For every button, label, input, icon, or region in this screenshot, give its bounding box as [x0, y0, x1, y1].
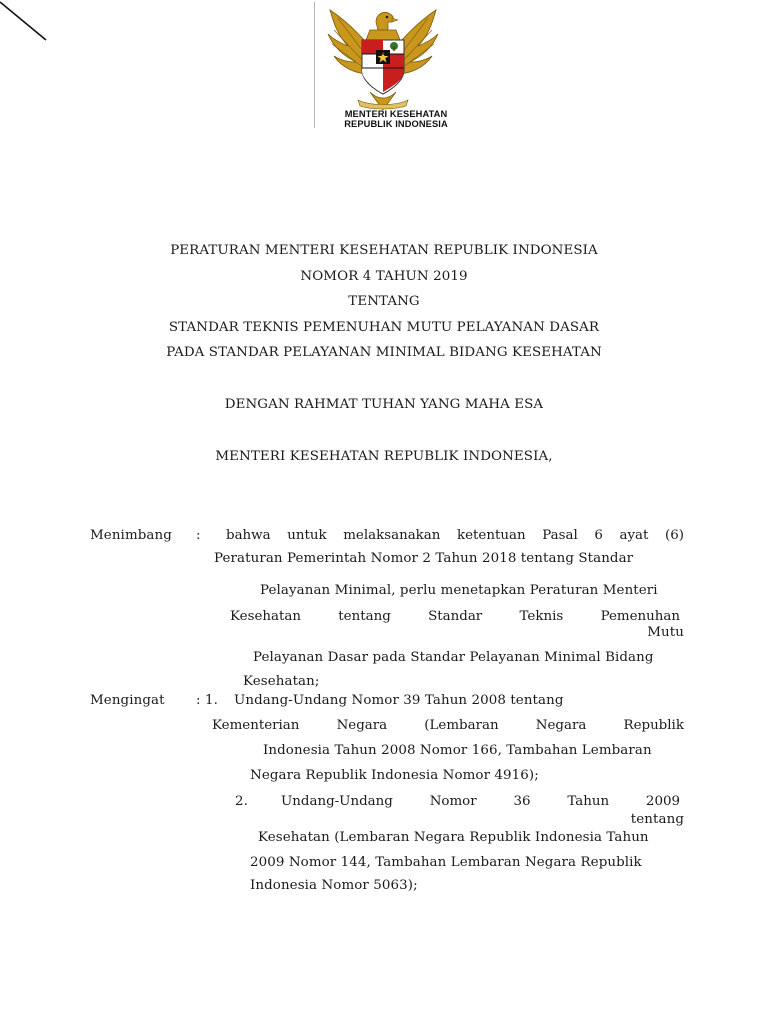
word: Undang-Undang: [281, 794, 393, 809]
word: 2009: [645, 794, 680, 809]
word: ketentuan: [457, 528, 526, 543]
title-line-tentang: TENTANG: [348, 294, 420, 309]
mengingat-item-1-line-3: Indonesia Tahun 2008 Nomor 166, Tambahan Lembaran: [263, 743, 652, 758]
menimbang-line-1: [226, 528, 684, 543]
mengingat-item-2-line-1-tail: tentang: [630, 812, 684, 827]
mengingat-item-1-line-1: Undang-Undang Nomor 39 Tahun 2008 tentang: [234, 693, 564, 708]
word: tentang: [338, 609, 391, 624]
title-line-regulation: PERATURAN MENTERI KESEHATAN REPUBLIK INDONESIA: [170, 243, 598, 258]
mengingat-item-2-line-2: Kesehatan (Lembaran Negara Republik Indonesia Tahun: [258, 830, 649, 845]
menimbang-label: Menimbang: [90, 528, 172, 543]
menimbang-line-4-tail: Mutu: [647, 625, 684, 640]
word: Republik: [623, 718, 684, 733]
mengingat-label: Mengingat: [90, 693, 165, 708]
word: (Lembaran: [424, 718, 499, 733]
word: untuk: [287, 528, 327, 543]
title-line-subject-1: STANDAR TEKNIS PEMENUHAN MUTU PELAYANAN DASAR: [168, 320, 600, 335]
mengingat-colon-number: : 1.: [196, 693, 218, 708]
menimbang-line-2: Peraturan Pemerintah Nomor 2 Tahun 2018 tentang Standar: [214, 551, 634, 566]
word: Negara: [336, 718, 388, 733]
mengingat-item-1-line-4: Negara Republik Indonesia Nomor 4916);: [250, 768, 539, 783]
word: 36: [513, 794, 531, 809]
menimbang-colon: :: [196, 528, 201, 543]
menimbang-line-4: [230, 609, 680, 624]
word: (6): [665, 528, 684, 543]
menimbang-line-6: Kesehatan;: [243, 674, 320, 689]
mengingat-item-1-line-2: [212, 718, 684, 733]
word: Kementerian: [212, 718, 300, 733]
menimbang-line-5: Pelayanan Dasar pada Standar Pelayanan Minimal Bidang: [253, 650, 654, 665]
word: melaksanakan: [343, 528, 441, 543]
emblem-divider-line: [314, 2, 315, 128]
title-line-blessing: DENGAN RAHMAT TUHAN YANG MAHA ESA: [224, 397, 544, 412]
word: ayat: [619, 528, 649, 543]
word: Negara: [535, 718, 587, 733]
title-line-number: NOMOR 4 TAHUN 2019: [300, 269, 468, 284]
word: Kesehatan: [230, 609, 301, 624]
mengingat-item-2-line-1: [281, 794, 680, 809]
mengingat-item-2-number: 2.: [235, 794, 248, 809]
emblem-caption-line-1: MENTERI KESEHATAN: [344, 109, 448, 119]
word: Pemenuhan: [600, 609, 680, 624]
mengingat-item-2-line-3: 2009 Nomor 144, Tambahan Lembaran Negara Republik: [250, 855, 642, 870]
word: 6: [594, 528, 603, 543]
menimbang-line-3: Pelayanan Minimal, perlu menetapkan Peraturan Menteri: [260, 583, 658, 598]
word: Tahun: [567, 794, 610, 809]
title-line-minister: MENTERI KESEHATAN REPUBLIK INDONESIA,: [215, 449, 553, 464]
word: Pasal: [542, 528, 578, 543]
word: Standar: [428, 609, 483, 624]
word: bahwa: [226, 528, 271, 543]
mengingat-item-2-line-4: Indonesia Nomor 5063);: [250, 878, 418, 893]
emblem-caption-line-2: REPUBLIK INDONESIA: [344, 119, 448, 129]
title-line-subject-2: PADA STANDAR PELAYANAN MINIMAL BIDANG KESEHATAN: [166, 345, 602, 360]
word: Nomor: [429, 794, 477, 809]
word: Teknis: [519, 609, 564, 624]
